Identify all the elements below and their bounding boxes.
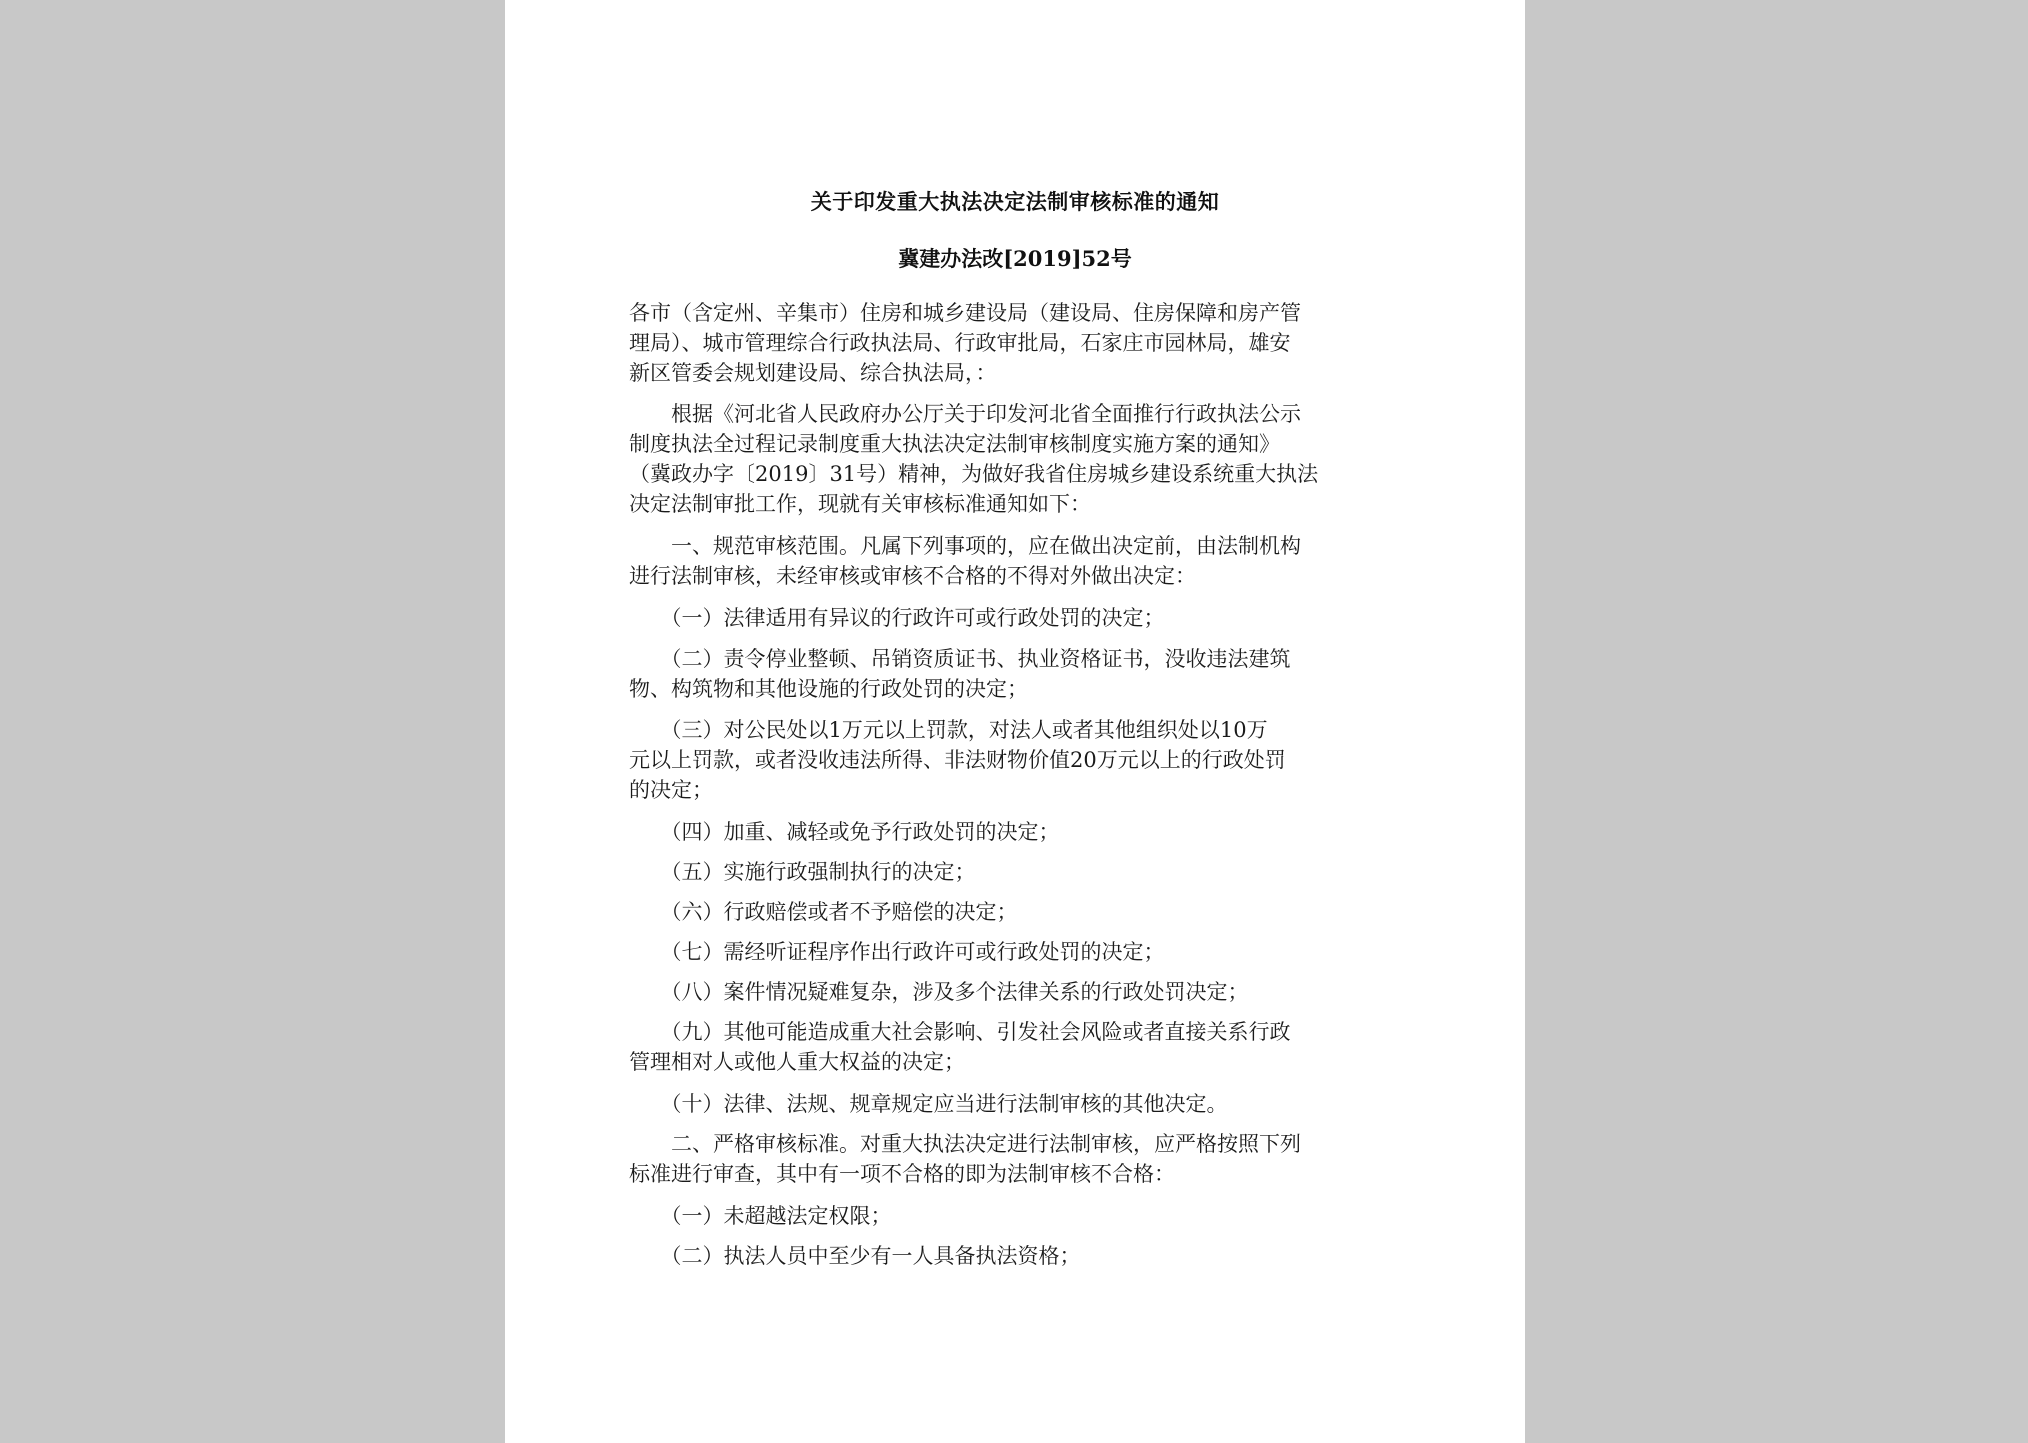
text-line: 根据《河北省人民政府办公厅关于印发河北省全面推行行政执法公示 [629, 402, 1301, 426]
text-line: 一、规范审核范围。凡属下列事项的，应在做出决定前，由法制机构 [629, 534, 1301, 558]
text-line: （三）对公民处以1万元以上罚款，对法人或者其他组织处以10万 [629, 718, 1268, 742]
text-line: 理局）、城市管理综合行政执法局、行政审批局，石家庄市园林局，雄安 [629, 331, 1291, 355]
text-line: （二）执法人员中至少有一人具备执法资格； [629, 1244, 1081, 1268]
text-line: （一）未超越法定权限； [629, 1204, 892, 1228]
text-line: （二）责令停业整顿、吊销资质证书、执业资格证书，没收违法建筑 [629, 647, 1291, 671]
text-line: （六）行政赔偿或者不予赔偿的决定； [629, 900, 1018, 924]
text-line: （九）其他可能造成重大社会影响、引发社会风险或者直接关系行政 [629, 1020, 1291, 1044]
text-line: 制度执法全过程记录制度重大执法决定法制审核制度实施方案的通知》 [629, 432, 1280, 456]
text-line: 二、严格审核标准。对重大执法决定进行法制审核，应严格按照下列 [629, 1132, 1301, 1156]
text-line: 物、构筑物和其他设施的行政处罚的决定； [629, 677, 1028, 701]
document-title: 关于印发重大执法决定法制审核标准的通知 [810, 189, 1220, 214]
text-line: 各市（含定州、辛集市）住房和城乡建设局（建设局、住房保障和房产管 [629, 301, 1301, 325]
text-line: 管理相对人或他人重大权益的决定； [629, 1050, 965, 1074]
text-line: （七）需经听证程序作出行政许可或行政处罚的决定； [629, 940, 1165, 964]
text-line: 的决定； [629, 778, 713, 802]
text-line: 元以上罚款，或者没收违法所得、非法财物价值20万元以上的行政处罚 [629, 748, 1286, 772]
text-line: （十）法律、法规、规章规定应当进行法制审核的其他决定。 [629, 1092, 1228, 1116]
text-line: （一）法律适用有异议的行政许可或行政处罚的决定； [629, 606, 1165, 630]
text-line: （冀政办字〔2019〕31号）精神，为做好我省住房城乡建设系统重大执法 [629, 462, 1319, 486]
text-line: 决定法制审批工作，现就有关审核标准通知如下： [629, 492, 1091, 516]
document-number: 冀建办法改[2019]52号 [898, 246, 1132, 271]
text-line: 新区管委会规划建设局、综合执法局，： [629, 361, 997, 385]
text-line: 标准进行审查，其中有一项不合格的即为法制审核不合格： [629, 1162, 1175, 1186]
document-page [505, 0, 1525, 1443]
text-line: 进行法制审核，未经审核或审核不合格的不得对外做出决定： [629, 564, 1196, 588]
text-line: （八）案件情况疑难复杂，涉及多个法律关系的行政处罚决定； [629, 980, 1249, 1004]
text-line: （五）实施行政强制执行的决定； [629, 860, 976, 884]
text-line: （四）加重、减轻或免予行政处罚的决定； [629, 820, 1060, 844]
